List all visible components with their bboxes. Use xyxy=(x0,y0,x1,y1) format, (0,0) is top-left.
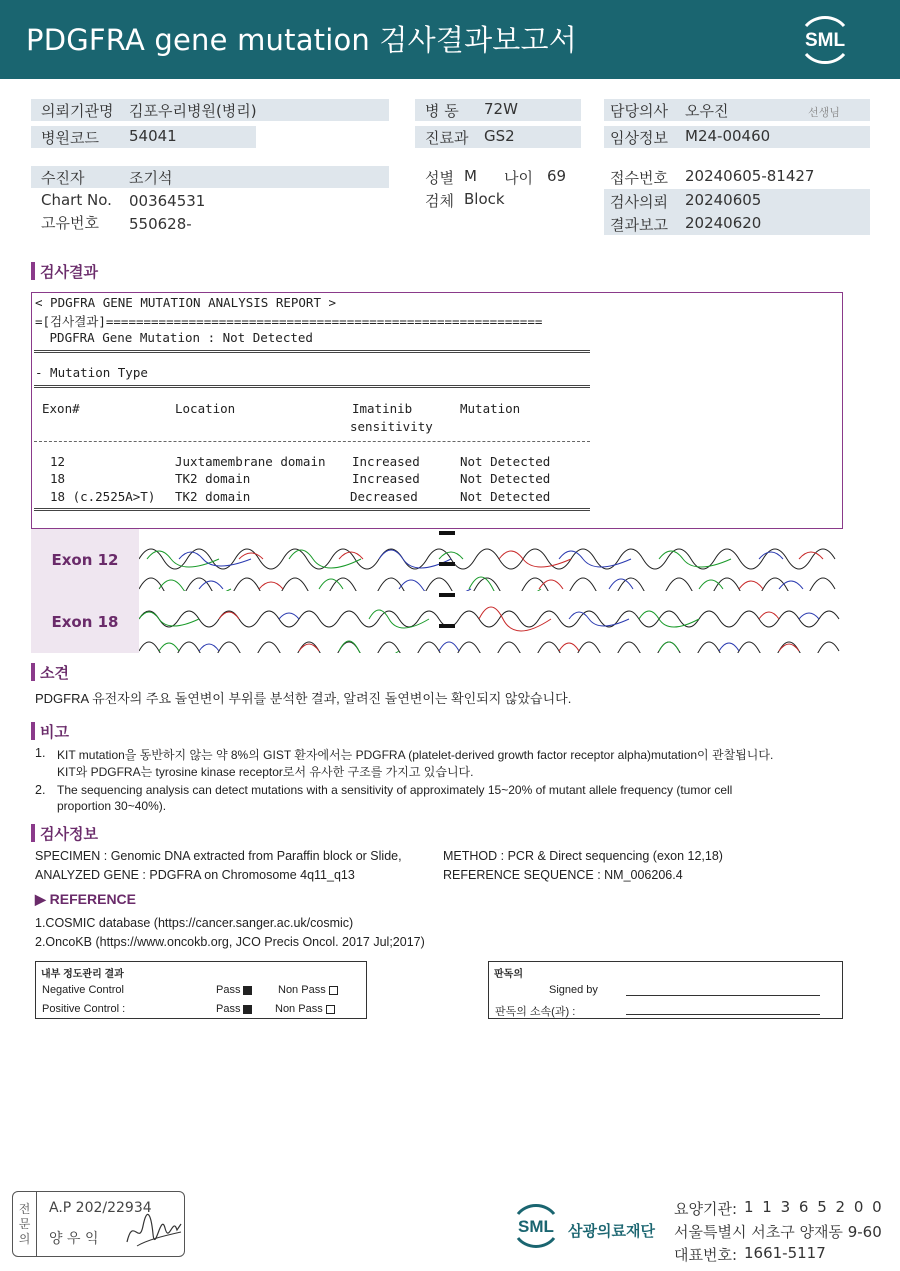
position-marker xyxy=(439,593,455,597)
doctor-value: 오우진 xyxy=(685,102,729,120)
specialist-stamp xyxy=(12,1191,185,1257)
footer-org-name: 삼광의료재단 xyxy=(568,1222,655,1240)
request-label: 검사의뢰 xyxy=(610,193,668,211)
chart-value: 00364531 xyxy=(129,192,206,210)
exon18-label: Exon 18 xyxy=(31,591,139,653)
neg-nonpass-label: Non Pass xyxy=(278,984,338,996)
col-header-sensitivity: sensitivity xyxy=(350,419,433,434)
col-header-location: Location xyxy=(175,401,236,416)
reference-item: 1.COSMIC database (https://cancer.sanger.ac.uk/cosmic) xyxy=(35,916,354,930)
footer-phone: 1661-5117 xyxy=(744,1244,826,1262)
remark-number: 2. xyxy=(35,783,46,797)
affiliation-line xyxy=(626,1014,820,1015)
qc-title: 내부 정도관리 결과 xyxy=(41,969,124,980)
reference-sequence-info: REFERENCE SEQUENCE : NM_006206.4 xyxy=(443,868,683,882)
sml-logo-icon xyxy=(796,12,854,66)
unique-value: 550628- xyxy=(129,215,192,233)
report-date-value: 20240620 xyxy=(685,214,762,232)
table-row-exon: 12 xyxy=(50,454,66,469)
patient-value: 조기석 xyxy=(129,169,173,187)
svg-text:SML: SML xyxy=(804,30,846,51)
code-label: 병원코드 xyxy=(41,129,99,147)
divider xyxy=(34,350,590,353)
exon18-chromatogram xyxy=(139,591,843,653)
stamp-doctor-name: 양 우 익 xyxy=(49,1231,99,1247)
receipt-value: 20240605-81427 xyxy=(685,167,815,185)
specimen-value: Block xyxy=(464,190,505,208)
checked-box-icon xyxy=(243,986,252,995)
positive-control-label: Positive Control : xyxy=(42,1003,126,1015)
age-value: 69 xyxy=(547,167,567,185)
reader-box xyxy=(488,961,843,1019)
table-row-sensitivity: Increased xyxy=(352,454,420,469)
chart-label: Chart No. xyxy=(41,191,112,209)
position-marker xyxy=(439,531,455,535)
reader-affiliation-label: 판독의 소속(과) : xyxy=(495,1006,576,1018)
unchecked-box-icon xyxy=(326,1005,335,1014)
table-row-location: TK2 domain xyxy=(175,489,251,504)
sex-label: 성별 xyxy=(425,169,454,187)
internal-qc-box xyxy=(35,961,367,1019)
table-row-mutation: Not Detected xyxy=(460,471,551,486)
code-value: 54041 xyxy=(129,127,177,145)
negative-control-label: Negative Control xyxy=(42,984,124,996)
col-header-exon: Exon# xyxy=(42,401,80,416)
remark-line: proportion 30~40%). xyxy=(57,799,167,813)
age-label: 나이 xyxy=(504,169,533,187)
table-row-exon: 18 (c.2525A>T) xyxy=(50,489,156,504)
remark-line: KIT mutation을 동반하지 않는 약 8%의 GIST 환자에서는 PDGFRA (platelet-derived growth factor receptor alpha)mutation이 관찰됩니다. xyxy=(57,748,774,762)
table-row-location: Juxtamembrane domain xyxy=(175,454,326,469)
analyzed-gene-info: ANALYZED GENE : PDGFRA on Chromosome 4q11_q13 xyxy=(35,868,355,882)
gene-mutation-summary: PDGFRA Gene Mutation : Not Detected xyxy=(42,330,313,345)
trace-blue xyxy=(199,642,739,651)
hospital-label: 의뢰기관명 xyxy=(41,102,114,120)
pos-pass-label: Pass xyxy=(216,1003,252,1015)
stamp-side-label: 전 문 의 xyxy=(13,1192,37,1256)
dept-label: 진료과 xyxy=(425,129,469,147)
trace-red xyxy=(259,580,763,589)
report-date-label: 결과보고 xyxy=(610,216,668,234)
signature-line xyxy=(626,995,820,996)
remark-number: 1. xyxy=(35,746,46,760)
specimen-label: 검체 xyxy=(425,192,454,210)
unchecked-box-icon xyxy=(329,986,338,995)
report-box xyxy=(31,292,843,529)
sex-value: M xyxy=(464,167,477,185)
report-header xyxy=(0,0,900,79)
method-info: METHOD : PCR & Direct sequencing (exon 12,18) xyxy=(443,849,723,863)
remark-line: The sequencing analysis can detect mutations with a sensitivity of approximately 15~20% of mutant allele frequency (tumor cell xyxy=(57,783,733,797)
table-row-mutation: Not Detected xyxy=(460,489,551,504)
patient-label: 수진자 xyxy=(41,169,85,187)
result-section-title: 검사결과 xyxy=(31,261,98,282)
report-result-line: =[검사결과]========================================================== xyxy=(35,314,543,329)
clinical-label: 임상정보 xyxy=(610,129,668,147)
neg-pass-label: Pass xyxy=(216,984,252,996)
page-title: PDGFRA gene mutation 검사결과보고서 xyxy=(26,23,577,57)
remark-line: KIT와 PDGFRA는 tyrosine kinase receptor로서 유사한 구조를 가지고 있습니다. xyxy=(57,765,474,779)
remarks-section-title: 비고 xyxy=(31,721,69,742)
divider xyxy=(34,508,590,511)
reader-title: 판독의 xyxy=(494,969,523,980)
mutation-type-label: - Mutation Type xyxy=(35,365,148,380)
report-heading: < PDGFRA GENE MUTATION ANALYSIS REPORT > xyxy=(35,295,337,310)
signature-icon xyxy=(123,1206,185,1250)
hospital-value: 김포우리병원(병리) xyxy=(129,102,257,120)
opinion-text: PDGFRA 유전자의 주요 돌연변이 부위를 분석한 결과, 알려진 돌연변이는 확인되지 않았습니다. xyxy=(35,691,572,706)
specimen-info: SPECIMEN : Genomic DNA extracted from Paraffin block or Slide, xyxy=(35,849,402,863)
stamp-license-id: A.P 202/22934 xyxy=(49,1200,152,1216)
exon12-label: Exon 12 xyxy=(31,529,139,591)
pos-nonpass-label: Non Pass xyxy=(275,1003,335,1015)
exon12-chromatogram xyxy=(139,529,843,591)
patient-row-bg xyxy=(31,166,389,188)
unique-label: 고유번호 xyxy=(41,214,99,232)
trace-blue xyxy=(279,612,819,626)
trace-red xyxy=(299,643,799,651)
table-row-location: TK2 domain xyxy=(175,471,251,486)
divider xyxy=(34,385,590,388)
checked-box-icon xyxy=(243,1005,252,1014)
trace-black xyxy=(139,611,839,627)
footer-code: 1 1 3 6 5 2 0 0 xyxy=(744,1198,884,1216)
col-header-mutation: Mutation xyxy=(460,401,521,416)
reference-item: 2.OncoKB (https://www.oncokb.org, JCO Precis Oncol. 2017 Jul;2017) xyxy=(35,935,425,949)
footer-phone-label: 대표번호: xyxy=(674,1246,738,1264)
dept-value: GS2 xyxy=(484,127,515,145)
ward-label: 병 동 xyxy=(425,102,459,120)
table-row-sensitivity: Increased xyxy=(352,471,420,486)
footer-sml-logo-icon xyxy=(510,1200,562,1252)
doctor-label: 담당의사 xyxy=(610,102,668,120)
svg-text:SML: SML xyxy=(518,1217,554,1236)
request-value: 20240605 xyxy=(685,191,762,209)
test-info-section-title: 검사정보 xyxy=(31,823,98,844)
signed-by-label: Signed by xyxy=(549,984,598,996)
position-marker xyxy=(439,562,455,566)
table-row-exon: 18 xyxy=(50,471,66,486)
clinical-value: M24-00460 xyxy=(685,127,771,145)
footer-code-label: 요양기관: xyxy=(674,1200,738,1218)
trace-black xyxy=(139,642,839,653)
table-row-mutation: Not Detected xyxy=(460,454,551,469)
opinion-section-title: 소견 xyxy=(31,662,69,683)
doctor-suffix: 선생님 xyxy=(808,106,840,119)
ward-value: 72W xyxy=(484,100,518,118)
position-marker xyxy=(439,624,455,628)
divider xyxy=(34,441,590,442)
receipt-label: 접수번호 xyxy=(610,169,668,187)
table-row-sensitivity: Decreased xyxy=(350,489,418,504)
col-header-imatinib: Imatinib xyxy=(352,401,413,416)
reference-heading: ▶ REFERENCE xyxy=(35,891,137,907)
footer-address: 서울특별시 서초구 양재동 9-60 xyxy=(674,1223,882,1241)
